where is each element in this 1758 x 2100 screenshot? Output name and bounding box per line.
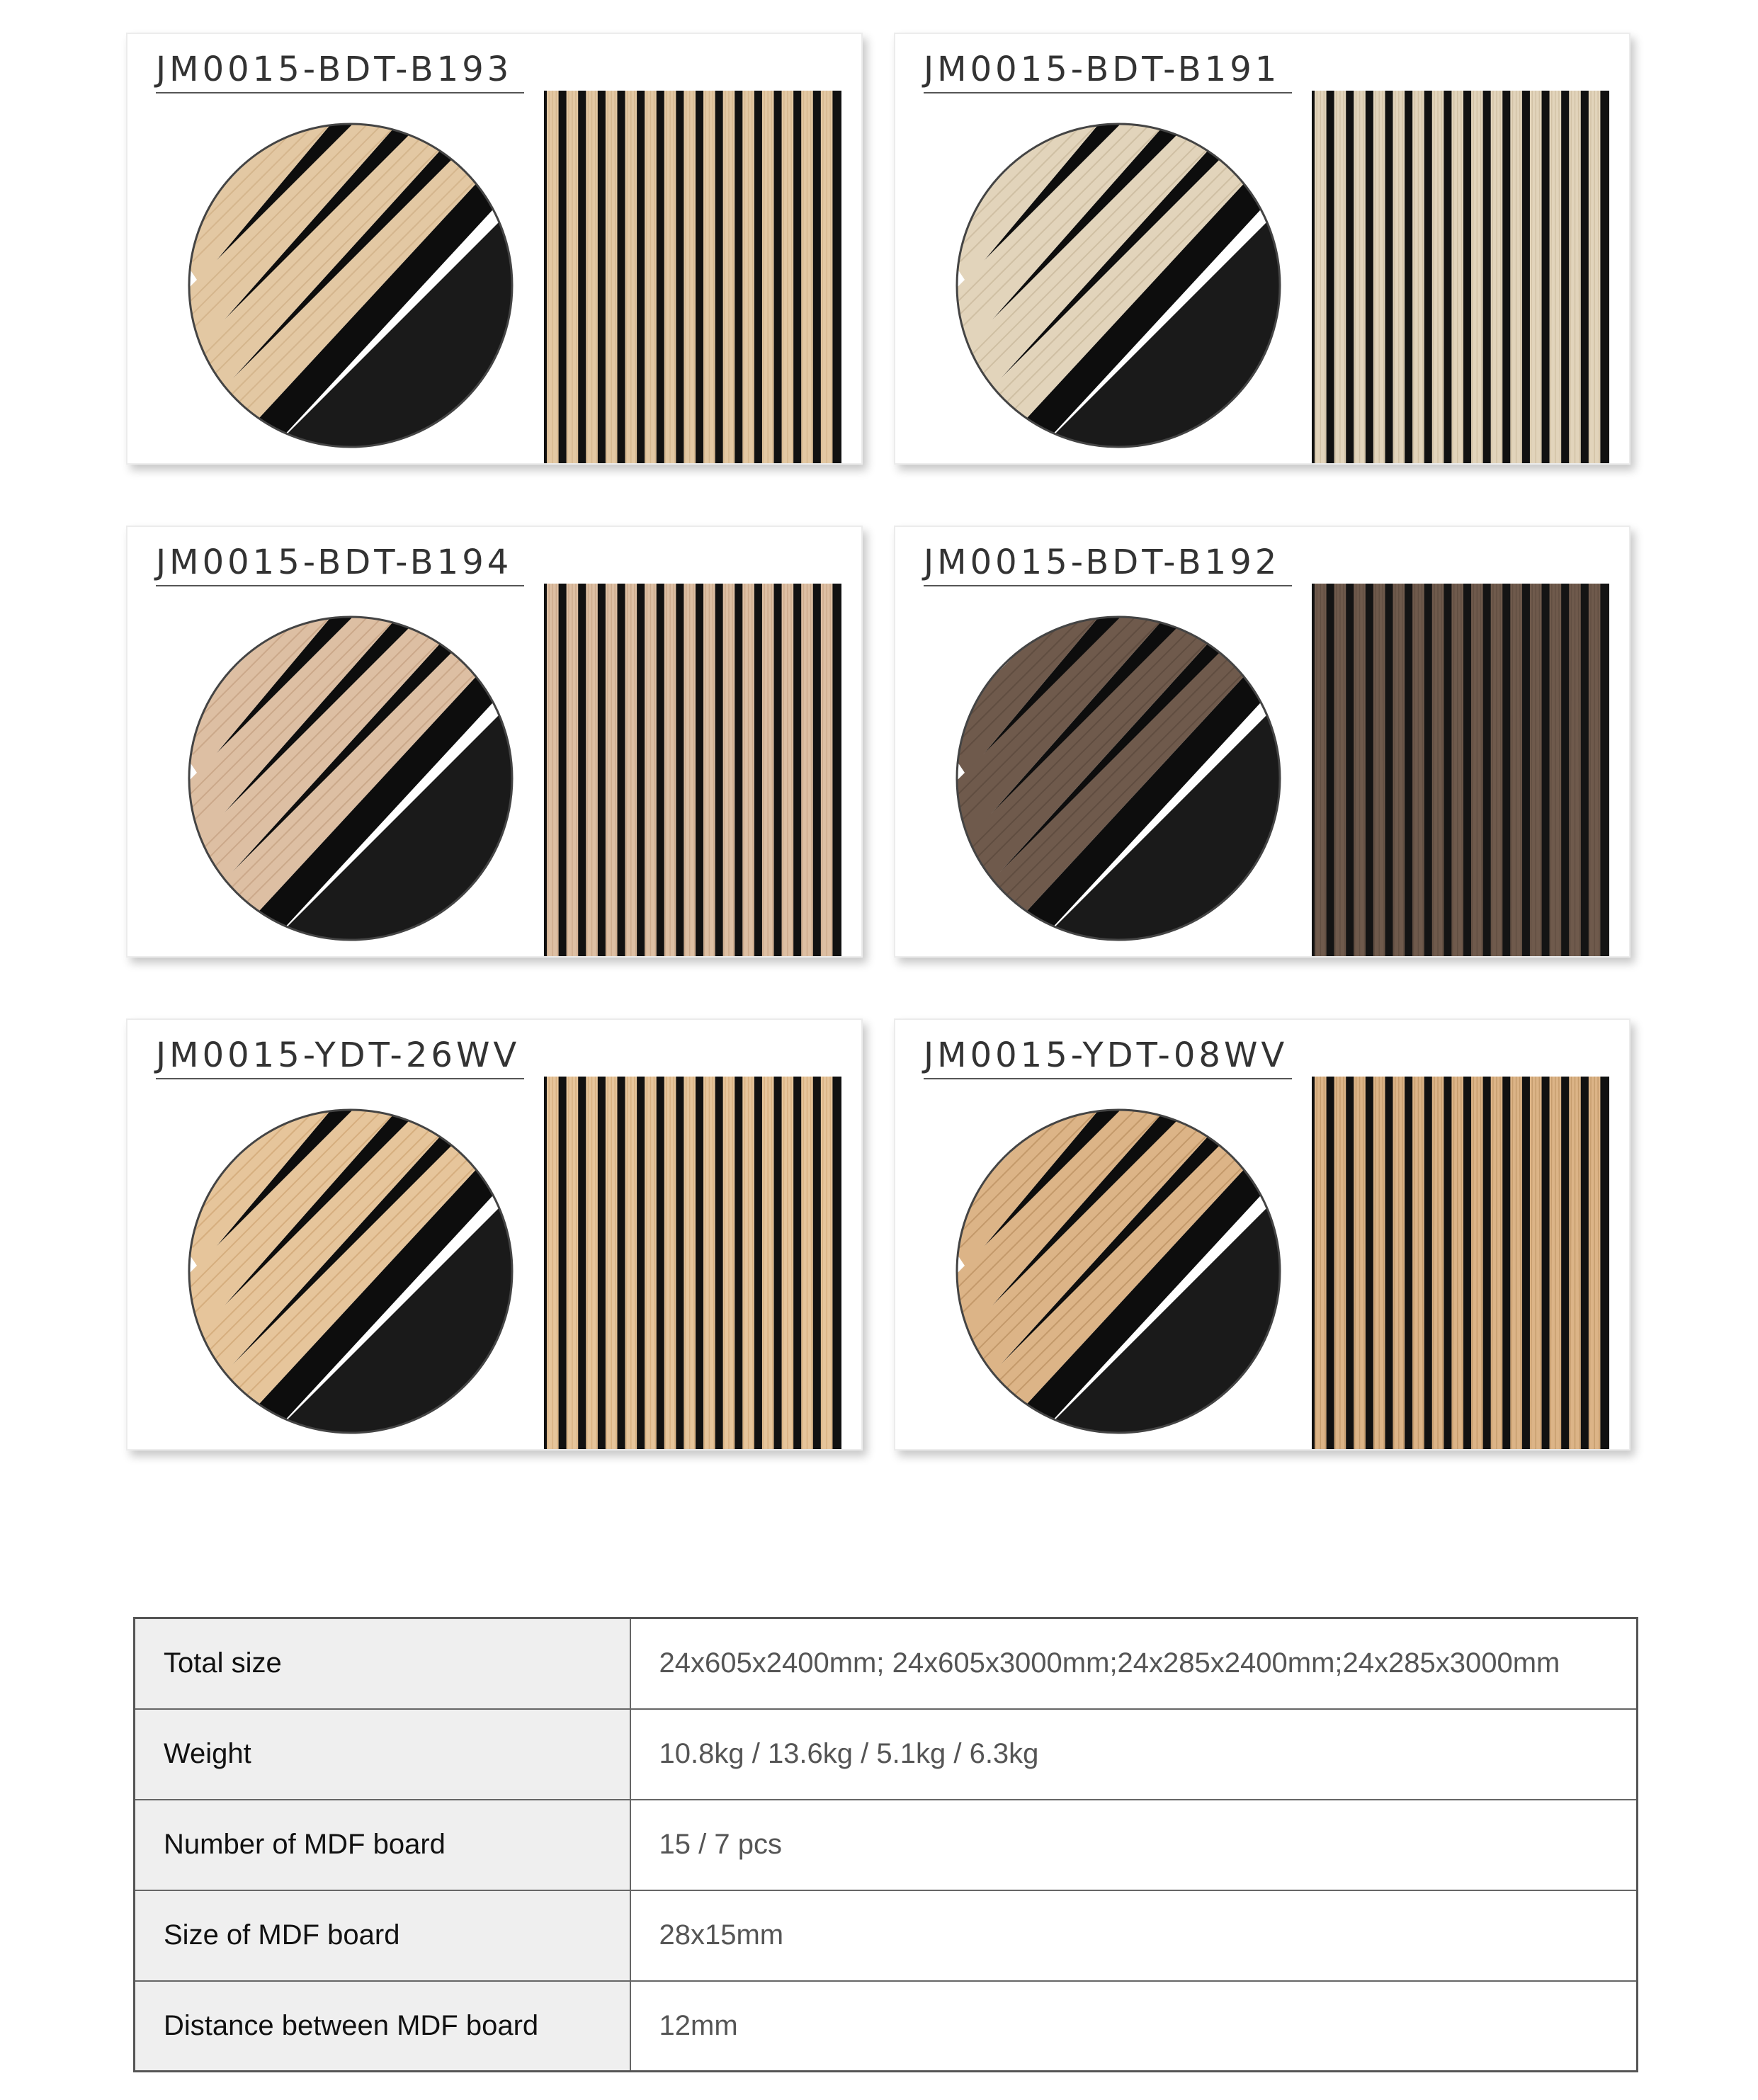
spec-value: 28x15mm — [630, 1890, 1638, 1981]
product-code: JM0015-BDT-B191 — [924, 50, 1292, 93]
table-row — [135, 1618, 1638, 1709]
slat-closeup-image — [184, 119, 517, 452]
spec-value: 10.8kg / 13.6kg / 5.1kg / 6.3kg — [630, 1709, 1638, 1800]
product-card-08wv — [894, 1018, 1631, 1451]
spec-label: Number of MDF board — [135, 1800, 630, 1890]
product-code: JM0015-BDT-B193 — [156, 50, 524, 93]
table-row — [135, 1800, 1638, 1890]
product-code: JM0015-YDT-08WV — [924, 1035, 1292, 1079]
product-card-26wv — [126, 1018, 863, 1451]
product-card-b192 — [894, 526, 1631, 958]
panel-front-image — [1312, 1077, 1609, 1449]
slat-closeup-image — [952, 119, 1285, 452]
spec-value: 12mm — [659, 2009, 738, 2041]
spec-label: Weight — [135, 1709, 630, 1800]
spec-label: Size of MDF board — [135, 1890, 630, 1981]
product-card-b194 — [126, 526, 863, 958]
table-row — [135, 1709, 1638, 1800]
spec-table — [133, 1617, 1638, 2072]
slat-closeup-image — [184, 1105, 517, 1438]
slat-closeup-image — [184, 612, 517, 945]
table-row — [135, 1981, 1638, 2072]
product-card-b191 — [894, 33, 1631, 465]
product-card-b193 — [126, 33, 863, 465]
spec-label: Total size — [135, 1618, 630, 1709]
product-code: JM0015-BDT-B194 — [156, 543, 524, 586]
spec-value: 15 / 7 pcs — [630, 1800, 1638, 1890]
panel-front-image — [1312, 584, 1609, 956]
slat-closeup-image — [952, 1105, 1285, 1438]
product-code: JM0015-YDT-26WV — [156, 1035, 524, 1079]
product-code: JM0015-BDT-B192 — [924, 543, 1292, 586]
table-row — [135, 1890, 1638, 1981]
panel-front-image — [1312, 91, 1609, 463]
spec-label: Distance between MDF board — [135, 1981, 630, 2072]
slat-closeup-image — [952, 612, 1285, 945]
panel-front-image — [544, 1077, 841, 1449]
panel-front-image — [544, 584, 841, 956]
panel-front-image — [544, 91, 841, 463]
spec-value: 24x605x2400mm; 24x605x3000mm;24x285x2400mm;24x285x3000mm — [630, 1618, 1638, 1709]
